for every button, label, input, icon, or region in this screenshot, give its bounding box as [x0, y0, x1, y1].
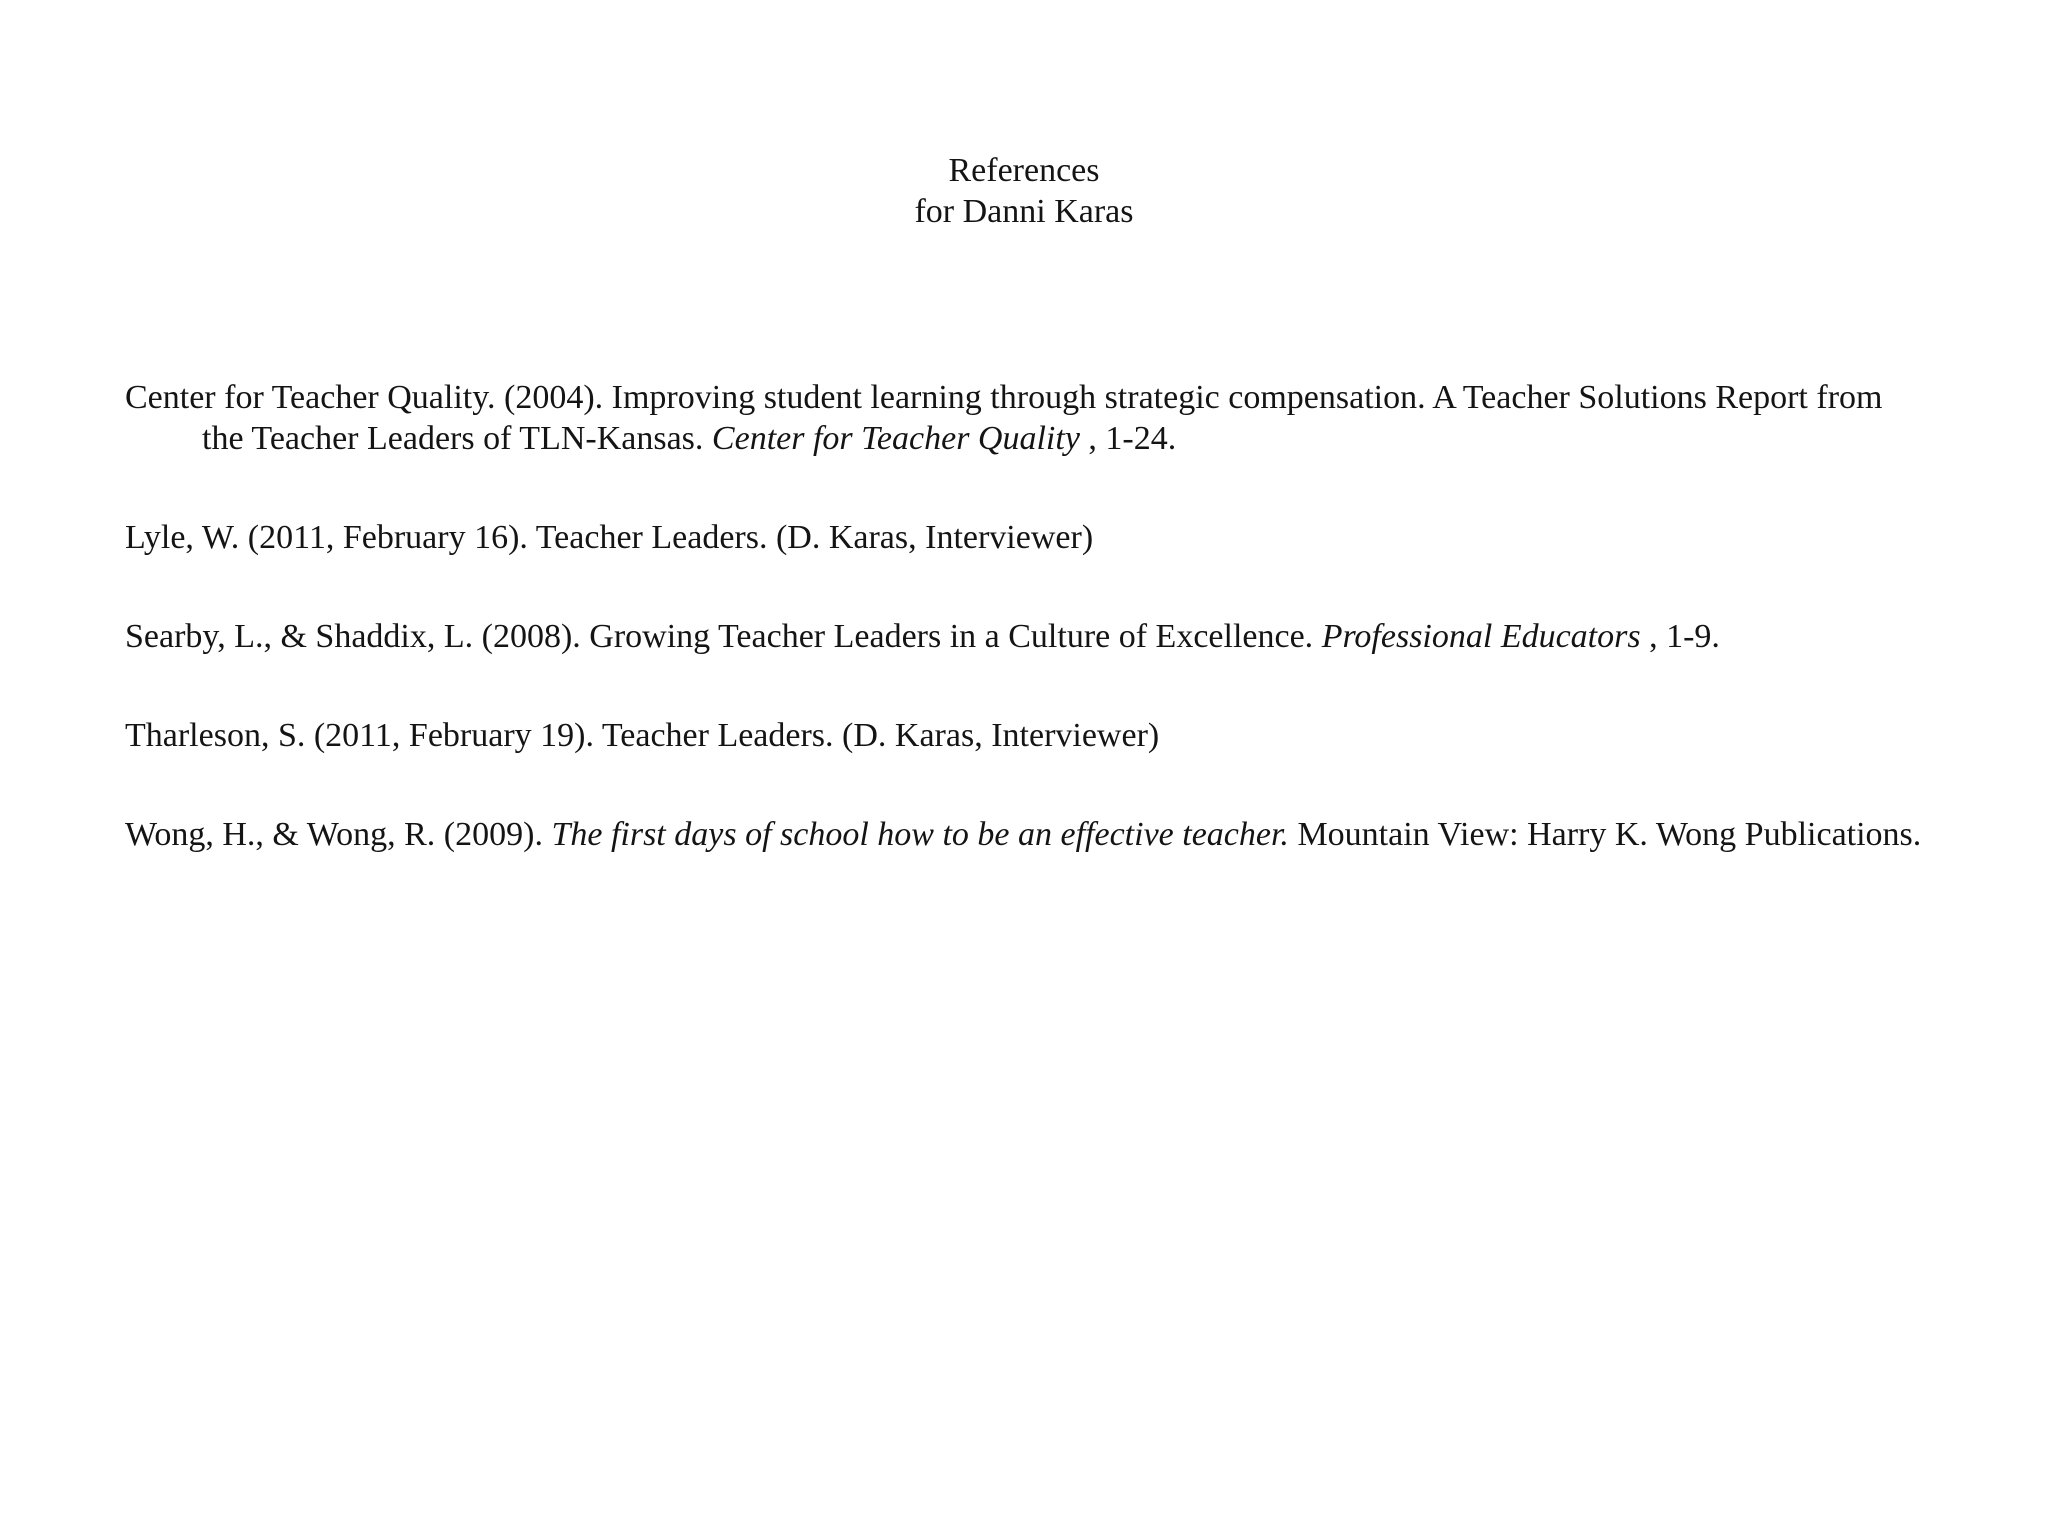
reference-entry [125, 715, 1923, 756]
reference-entry [125, 616, 1923, 657]
reference-italic: Center for Teacher Quality [711, 420, 1080, 457]
page-header [125, 150, 1923, 232]
reference-suffix: , 1-24. [1079, 420, 1177, 457]
reference-text: Searby, L., & Shaddix, L. (2008). Growing Teacher Leaders in a Culture of Excellence. [125, 618, 1322, 655]
reference-italic: Professional Educators [1321, 618, 1641, 655]
reference-suffix: Mountain View: Harry K. Wong Publications. [1288, 816, 1922, 853]
reference-text: Wong, H., & Wong, R. (2009). [125, 816, 552, 853]
page-title: References [948, 152, 1100, 189]
page-subtitle: for Danni Karas [914, 193, 1134, 230]
reference-suffix: , 1-9. [1640, 618, 1720, 655]
reference-text: Lyle, W. (2011, February 16). Teacher Leaders. (D. Karas, Interviewer) [125, 519, 1094, 556]
reference-entry [125, 814, 1923, 855]
reference-text: Center for Teacher Quality. (2004). Improving student learning through strategic compensation. A Teacher Solutions Report from the Teacher Leaders of TLN-Kansas. [125, 379, 1883, 457]
reference-entry [125, 517, 1923, 558]
reference-list [125, 377, 1923, 855]
reference-text: Tharleson, S. (2011, February 19). Teacher Leaders. (D. Karas, Interviewer) [125, 717, 1160, 754]
reference-italic: The first days of school how to be an effective teacher. [551, 816, 1289, 853]
reference-entry [125, 377, 1923, 459]
